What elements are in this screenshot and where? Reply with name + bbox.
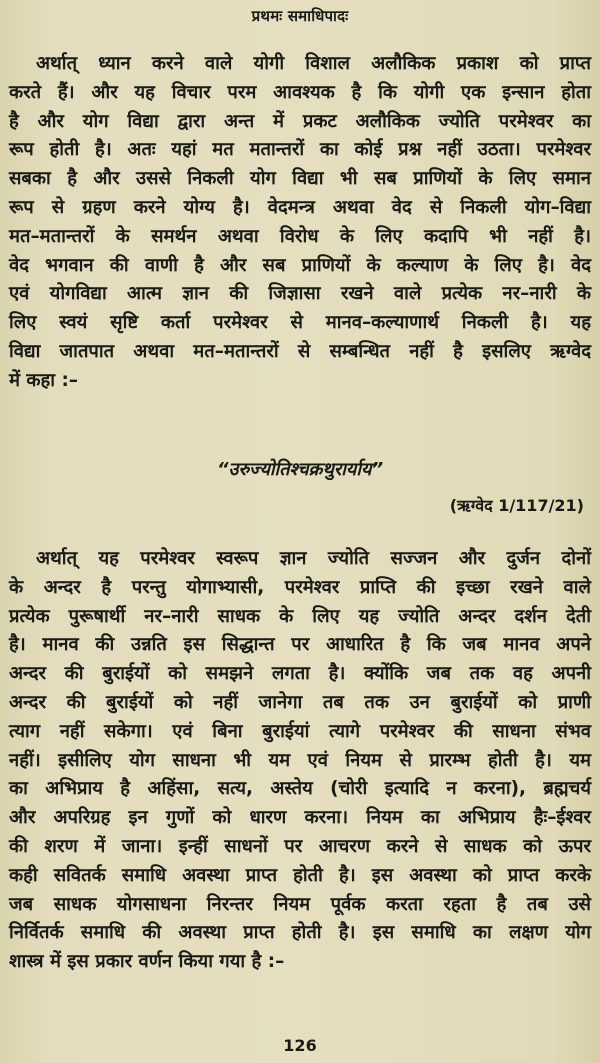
text-line: विद्या जातपात अथवा मत–मतान्तरों से सम्बन्धित नहीं है इसलिए ऋग्वेद	[9, 340, 591, 362]
text-line: रूप होती है। अतः यहां मत मतान्तरों का कोई प्रश्न नहीं उठता। परमेश्वर	[9, 139, 591, 161]
text-line: का अभिप्राय है अहिंसा, सत्य, अस्तेय (चोरी इत्यादि न करना), ब्रह्मचर्य	[9, 778, 591, 800]
text-line: नहीं। इसीलिए योग साधना भी यम एवं नियम से प्रारम्भ होती है। यम	[9, 749, 591, 771]
text-line: त्याग नहीं सकेगा। एवं बिना बुराईयां त्यागे परमेश्वर की साधना संभव	[9, 720, 591, 742]
page-number: 126	[283, 1036, 317, 1055]
text-line: के अन्दर है परन्तु योगाभ्यासी, परमेश्वर प्राप्ति की इच्छा रखने वाले	[9, 576, 591, 598]
text-line: में कहा :–	[9, 369, 79, 391]
text-line: है और योग विद्या द्वारा अन्त में प्रकट अलौकिक ज्योति परमेश्वर का	[9, 110, 591, 132]
chapter-header: प्रथमः समाधिपादः	[251, 7, 349, 25]
vedic-quote: “उरुज्योतिश्चक्रथुरार्याय”	[216, 459, 384, 480]
text-line: अन्दर की बुराईयों को समझने लगता है। क्योंकि जब तक वह अपनी	[9, 663, 591, 685]
text-line: और अपरिग्रह इन गुणों को धारण करना। नियम का अभिप्राय हैः–ईश्वर	[9, 807, 591, 829]
paragraph-1	[9, 50, 591, 396]
text-line: है। मानव की उन्नति इस सिद्धान्त पर आधारित है कि जब मानव अपने	[9, 634, 591, 656]
text-line: अर्थात् यह परमेश्वर स्वरूप ज्ञान ज्योति सज्जन और दुर्जन दोनों	[36, 548, 591, 569]
text-line: सबका है और उससे निकली योग विद्या भी सब प्राणियों के लिए समान	[9, 168, 591, 190]
text-line: वेद भगवान की वाणी है और सब प्राणियों के कल्याण के लिए है। वेद	[9, 254, 591, 276]
text-line: शास्त्र में इस प्रकार वर्णन किया गया है :–	[9, 951, 285, 973]
text-line: अन्दर की बुराईयों को नहीं जानेगा तब तक उन बुराईयों को प्राणी	[9, 691, 591, 713]
text-line: कही सवितर्क समाधि अवस्था प्राप्त होती है। इस अवस्था को प्राप्त करके	[9, 864, 591, 886]
text-line: की शरण में जाना। इन्हीं साधनों पर आचरण करने से साधक को ऊपर	[9, 835, 591, 857]
paragraph-2	[9, 545, 591, 977]
text-line: एवं योगविद्या आत्म ज्ञान की जिज्ञासा रखने वाले प्रत्येक नर–नारी के	[9, 283, 591, 305]
text-line: करते हैं। और यह विचार परम आवश्यक है कि योगी एक इन्सान होता	[9, 81, 591, 103]
text-line: लिए स्वयं सृष्टि कर्ता परमेश्वर से मानव–कल्याणार्थ निकली है। यह	[9, 312, 591, 334]
quote-reference: (ऋग्वेद 1/117/21)	[449, 496, 584, 515]
text-line: निर्वितर्क समाधि की अवस्था प्राप्त होती है। इस समाधि का लक्षण योग	[9, 922, 591, 944]
text-line: रूप से ग्रहण करने योग्य है। वेदमन्त्र अथवा वेद से निकली योग–विद्या	[9, 196, 591, 218]
text-line: मत–मतान्तरों के समर्थन अथवा विरोध के लिए कदापि भी नहीं है।	[9, 225, 591, 247]
text-line: अर्थात् ध्यान करने वाले योगी विशाल अलौकिक प्रकाश को प्राप्त	[36, 53, 591, 74]
text-line: प्रत्येक पुरूषार्थी नर–नारी साधक के लिए यह ज्योति अन्दर दर्शन देती	[9, 605, 591, 627]
text-line: जब साधक योगसाधना निरन्तर नियम पूर्वक करता रहता है तब उसे	[9, 893, 591, 915]
